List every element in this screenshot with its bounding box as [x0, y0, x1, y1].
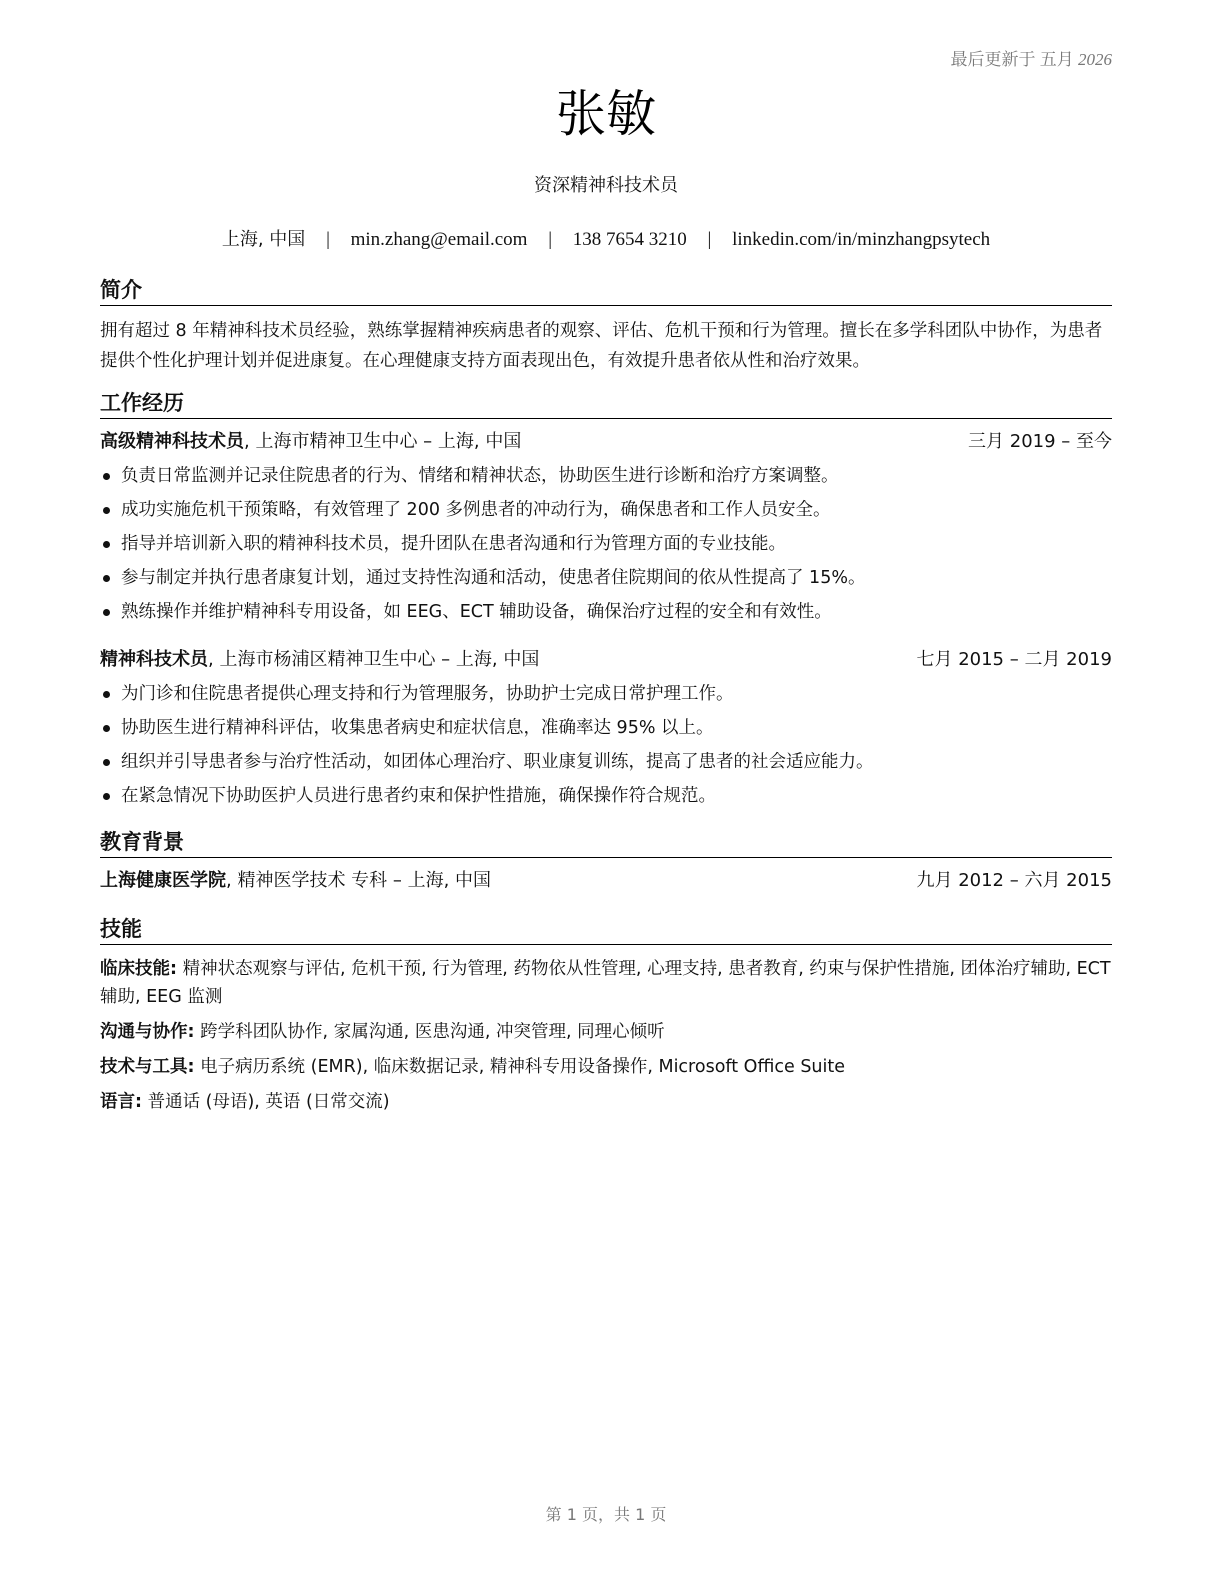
- job-header: [100, 429, 1112, 455]
- skill-row: [100, 1088, 1112, 1116]
- job-bullets: [100, 459, 1112, 629]
- skill-label: 临床技能:: [100, 959, 177, 980]
- job-bullet: 负责日常监测并记录住院患者的行为、情绪和精神状态，协助医生进行诊断和治疗方案调整。: [100, 459, 1112, 493]
- page-number: 第 1 页，共 1 页: [545, 1505, 667, 1524]
- skill-row: [100, 1053, 1112, 1081]
- skills-section: [100, 916, 1112, 1123]
- education-dates: 九月 2012 – 六月 2015: [916, 870, 1112, 892]
- job-bullet: 参与制定并执行患者康复计划，通过支持性沟通和活动，使患者住院期间的依从性提高了 15%。: [100, 561, 1112, 595]
- contact-line: [100, 225, 1112, 251]
- skill-value: 普通话 (母语), 英语 (日常交流): [142, 1092, 390, 1113]
- job-bullet: 在紧急情况下协助医护人员进行患者约束和保护性措施，确保操作符合规范。: [100, 779, 1112, 813]
- skill-label: 语言:: [100, 1092, 142, 1113]
- resume-page: [100, 0, 1112, 1584]
- summary-heading: 简介: [100, 277, 1112, 306]
- job-role: 高级精神科技术员: [100, 431, 244, 453]
- education-entry: [100, 868, 1112, 894]
- job-org: , 上海市杨浦区精神卫生中心 – 上海, 中国: [208, 649, 540, 671]
- skill-value: 电子病历系统 (EMR), 临床数据记录, 精神科专用设备操作, Microsoft Office Suite: [194, 1057, 846, 1078]
- last-updated-year: 2026: [1078, 50, 1112, 69]
- skill-row: [100, 955, 1112, 1011]
- last-updated-prefix: 最后更新于 五月: [950, 50, 1074, 69]
- education-heading: 教育背景: [100, 829, 1112, 858]
- summary-text: 拥有超过 8 年精神科技术员经验，熟练掌握精神疾病患者的观察、评估、危机干预和行为管理。擅长在多学科团队中协作，为患者提供个性化护理计划并促进康复。在心理健康支持方面表现出色，有效提升患者依从性和治疗效果。: [100, 321, 1103, 372]
- skill-label: 技术与工具:: [100, 1057, 195, 1078]
- skill-label: 沟通与协作:: [100, 1022, 195, 1043]
- contact-separator: |: [326, 229, 330, 250]
- contact-separator: |: [548, 229, 553, 250]
- candidate-title: 资深精神科技术员: [534, 175, 678, 196]
- job-bullet: 协助医生进行精神科评估，收集患者病史和症状信息，准确率达 95% 以上。: [100, 711, 1112, 745]
- contact-email[interactable]: min.zhang@email.com: [350, 229, 528, 250]
- education-school: 上海健康医学院: [100, 870, 226, 892]
- contact-separator: |: [707, 229, 712, 250]
- job-header: [100, 647, 1112, 673]
- job-bullet: 指导并培训新入职的精神科技术员，提升团队在患者沟通和行为管理方面的专业技能。: [100, 527, 1112, 561]
- contact-linkedin[interactable]: linkedin.com/in/minzhangpsytech: [732, 229, 991, 250]
- job-bullet: 成功实施危机干预策略，有效管理了 200 多例患者的冲动行为，确保患者和工作人员安全。: [100, 493, 1112, 527]
- job-bullet: 熟练操作并维护精神科专用设备，如 EEG、ECT 辅助设备，确保治疗过程的安全和有效性。: [100, 595, 1112, 629]
- job-dates: 七月 2015 – 二月 2019: [916, 649, 1112, 671]
- experience-section: [100, 390, 1112, 813]
- job-role: 精神科技术员: [100, 649, 208, 671]
- job-dates: 三月 2019 – 至今: [968, 431, 1112, 453]
- job-entry: [100, 647, 1112, 813]
- skill-row: [100, 1018, 1112, 1046]
- education-section: [100, 829, 1112, 894]
- job-bullets: [100, 677, 1112, 813]
- job-bullet: 组织并引导患者参与治疗性活动，如团体心理治疗、职业康复训练，提高了患者的社会适应能力。: [100, 745, 1112, 779]
- contact-location: 上海, 中国: [221, 229, 306, 250]
- skills-heading: 技能: [100, 916, 1112, 945]
- job-bullet: 为门诊和住院患者提供心理支持和行为管理服务，协助护士完成日常护理工作。: [100, 677, 1112, 711]
- summary-section: [100, 277, 1112, 376]
- candidate-name: 张敏: [556, 85, 656, 143]
- experience-heading: 工作经历: [100, 390, 1112, 419]
- job-entry: [100, 429, 1112, 629]
- skill-value: 跨学科团队协作, 家属沟通, 医患沟通, 冲突管理, 同理心倾听: [194, 1022, 665, 1043]
- last-updated: [951, 45, 1113, 70]
- skill-value: 精神状态观察与评估, 危机干预, 行为管理, 药物依从性管理, 心理支持, 患者教育, 约束与保护性措施, 团体治疗辅助, ECT 辅助, EEG 监测: [100, 959, 1111, 1008]
- job-org: , 上海市精神卫生中心 – 上海, 中国: [244, 431, 522, 453]
- contact-phone[interactable]: 138 7654 3210: [572, 229, 687, 250]
- education-detail: , 精神医学技术 专科 – 上海, 中国: [226, 870, 492, 892]
